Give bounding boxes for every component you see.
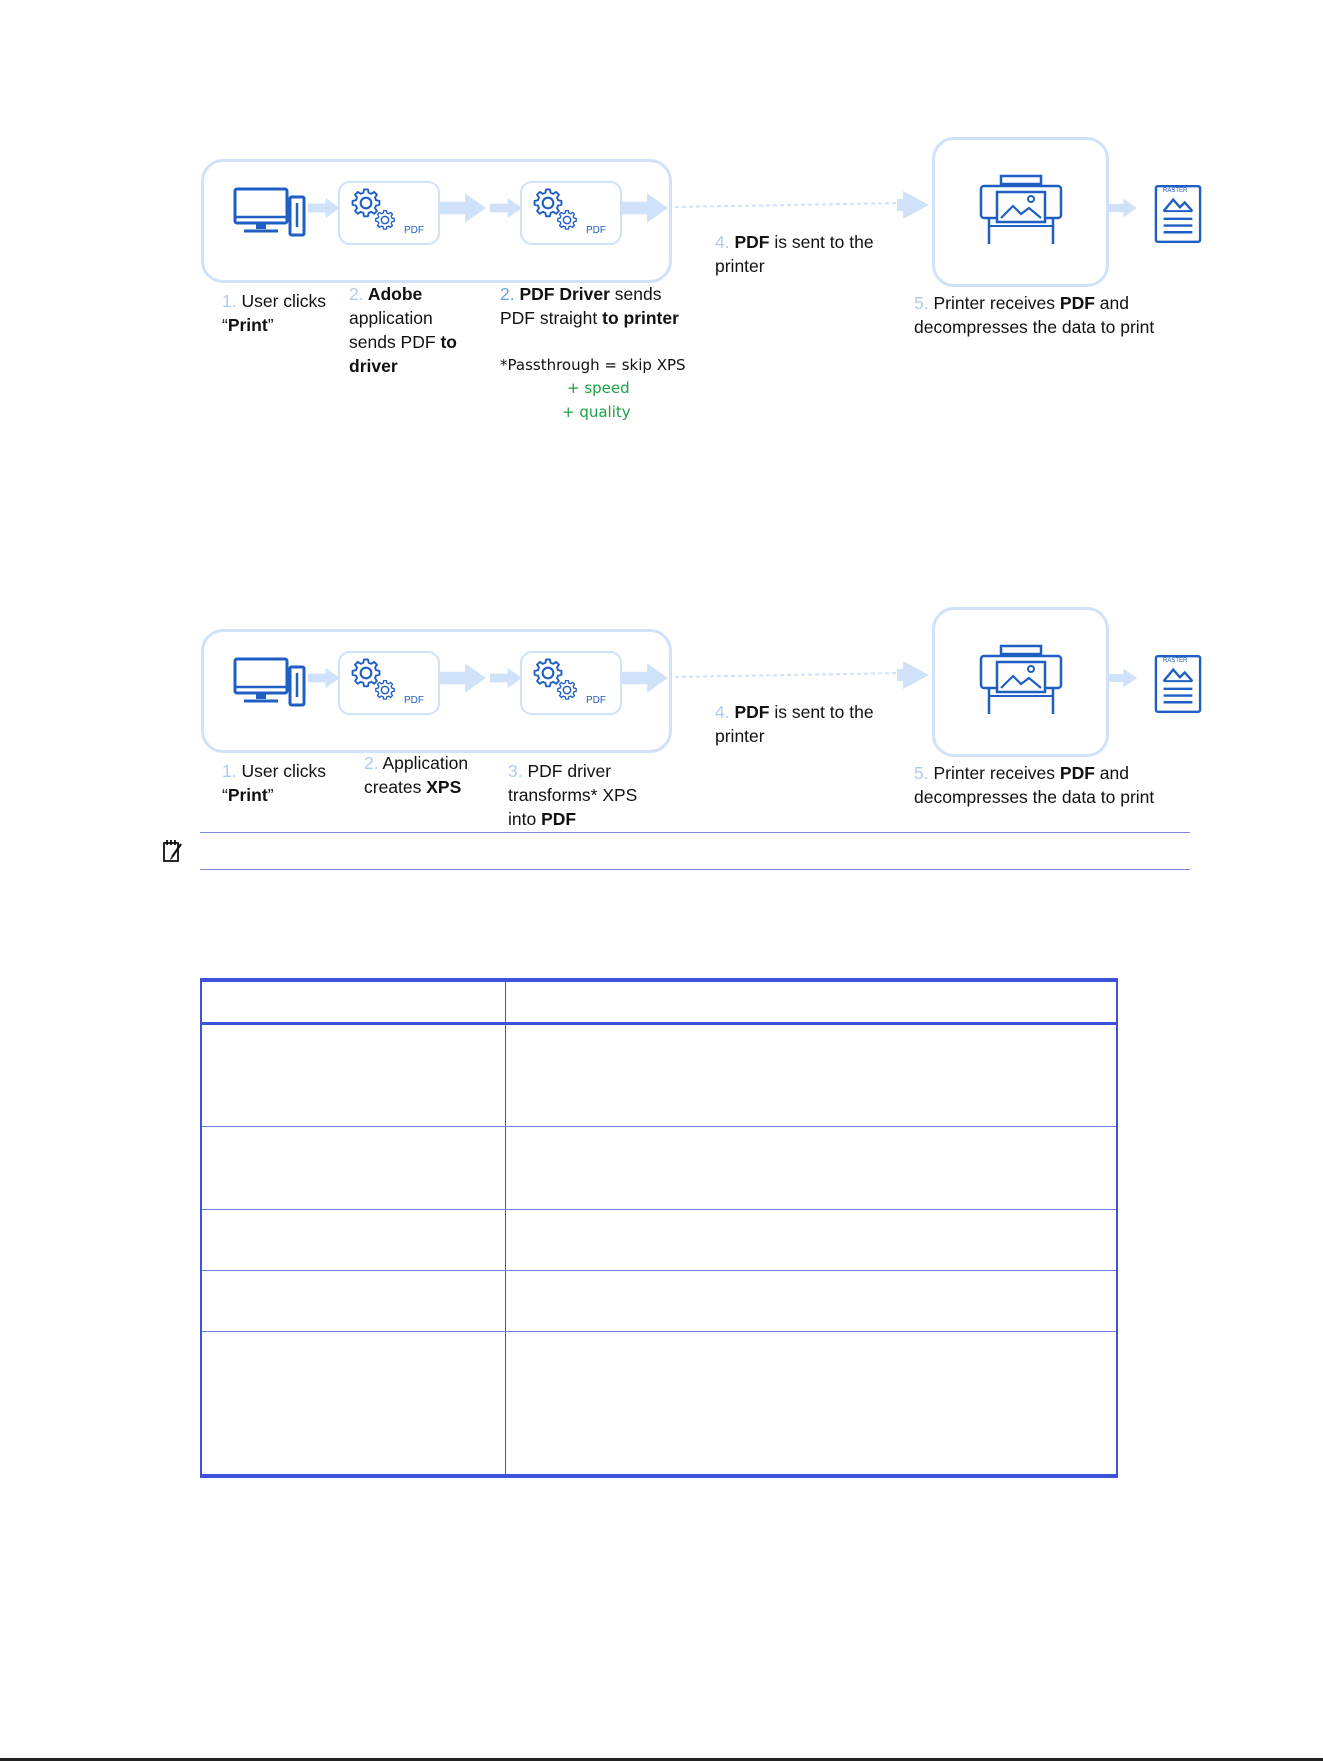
table-cell: [506, 1271, 1118, 1332]
large-format-printer-icon: [979, 644, 1063, 716]
gear-icon: [374, 209, 396, 231]
pdf-badge: PDF: [404, 695, 424, 706]
note-pencil-icon: [162, 838, 186, 864]
table-cell: [506, 1332, 1118, 1476]
step-3-caption: 3. PDF driver transforms* XPS into PDF: [508, 761, 638, 829]
arrow-right-icon: [622, 193, 668, 223]
printer-box: [932, 607, 1109, 757]
arrow-right-icon: [490, 665, 522, 691]
application-gear-box: [338, 651, 440, 715]
arrow-right-icon: [440, 193, 486, 223]
table-row: [201, 1271, 1117, 1332]
table-cell: [201, 1024, 506, 1127]
raster-badge: RASTER: [1163, 188, 1188, 194]
table-cell: [201, 1332, 506, 1476]
step-5-caption: 5. Printer receives PDF and decompresses the data to print: [914, 293, 1155, 337]
pdf-passthrough-diagram: [0, 125, 1323, 425]
table-cell: [201, 1271, 506, 1332]
desktop-computer-icon: [232, 657, 306, 707]
step-1-caption: 1. User clicks “Print”: [222, 291, 327, 335]
arrow-right-icon: [308, 195, 340, 221]
step-1-caption: 1. User clicks “Print”: [222, 761, 327, 805]
arrow-right-icon: [490, 195, 522, 221]
driver-gear-box: [520, 651, 622, 715]
step-2-caption: 2. Application creates XPS: [364, 753, 469, 797]
pdf-badge: PDF: [404, 225, 424, 236]
raster-badge: RASTER: [1163, 658, 1188, 664]
arrow-right-icon: [308, 665, 340, 691]
step-4-caption: 4. PDF is sent to the printer: [715, 702, 874, 746]
table-header-cell: [506, 980, 1118, 1024]
table-header-row: [201, 980, 1117, 1024]
benefit-quality: + quality: [562, 403, 631, 421]
table-cell: [201, 1210, 506, 1271]
table-cell: [506, 1210, 1118, 1271]
pdf-badge: PDF: [586, 695, 606, 706]
table-row: [201, 1127, 1117, 1210]
driver-gear-box: [520, 181, 622, 245]
step-4-caption: 4. PDF is sent to the printer: [715, 232, 874, 276]
gear-icon: [556, 679, 578, 701]
step-5-caption: 5. Printer receives PDF and decompresses the data to print: [914, 763, 1155, 807]
step-2-caption: 2. Adobe application sends PDF to driver: [349, 284, 457, 376]
gear-icon: [556, 209, 578, 231]
pdf-badge: PDF: [586, 225, 606, 236]
table-cell: [201, 1127, 506, 1210]
dashed-connector: [675, 183, 935, 223]
comparison-table: [200, 978, 1118, 1478]
raster-document: [1154, 183, 1202, 245]
raster-document: [1154, 653, 1202, 715]
printer-box: [932, 137, 1109, 287]
step-3-caption: 2. PDF Driver sends PDF straight to printer: [500, 284, 679, 328]
arrow-right-icon: [622, 663, 668, 693]
table-header-cell: [201, 980, 506, 1024]
gear-icon: [374, 679, 396, 701]
arrow-right-icon: [1107, 195, 1137, 221]
desktop-computer-icon: [232, 187, 306, 237]
large-format-printer-icon: [979, 174, 1063, 246]
table-row: [201, 1332, 1117, 1476]
passthrough-note: *Passthrough = skip XPS: [500, 356, 686, 374]
note-bar: [200, 832, 1190, 870]
arrow-right-icon: [1107, 665, 1137, 691]
table-row: [201, 1210, 1117, 1271]
arrow-right-icon: [440, 663, 486, 693]
table-row: [201, 1024, 1117, 1127]
application-gear-box: [338, 181, 440, 245]
benefit-speed: + speed: [567, 379, 630, 397]
dashed-connector: [675, 653, 935, 693]
table-cell: [506, 1024, 1118, 1127]
table-cell: [506, 1127, 1118, 1210]
